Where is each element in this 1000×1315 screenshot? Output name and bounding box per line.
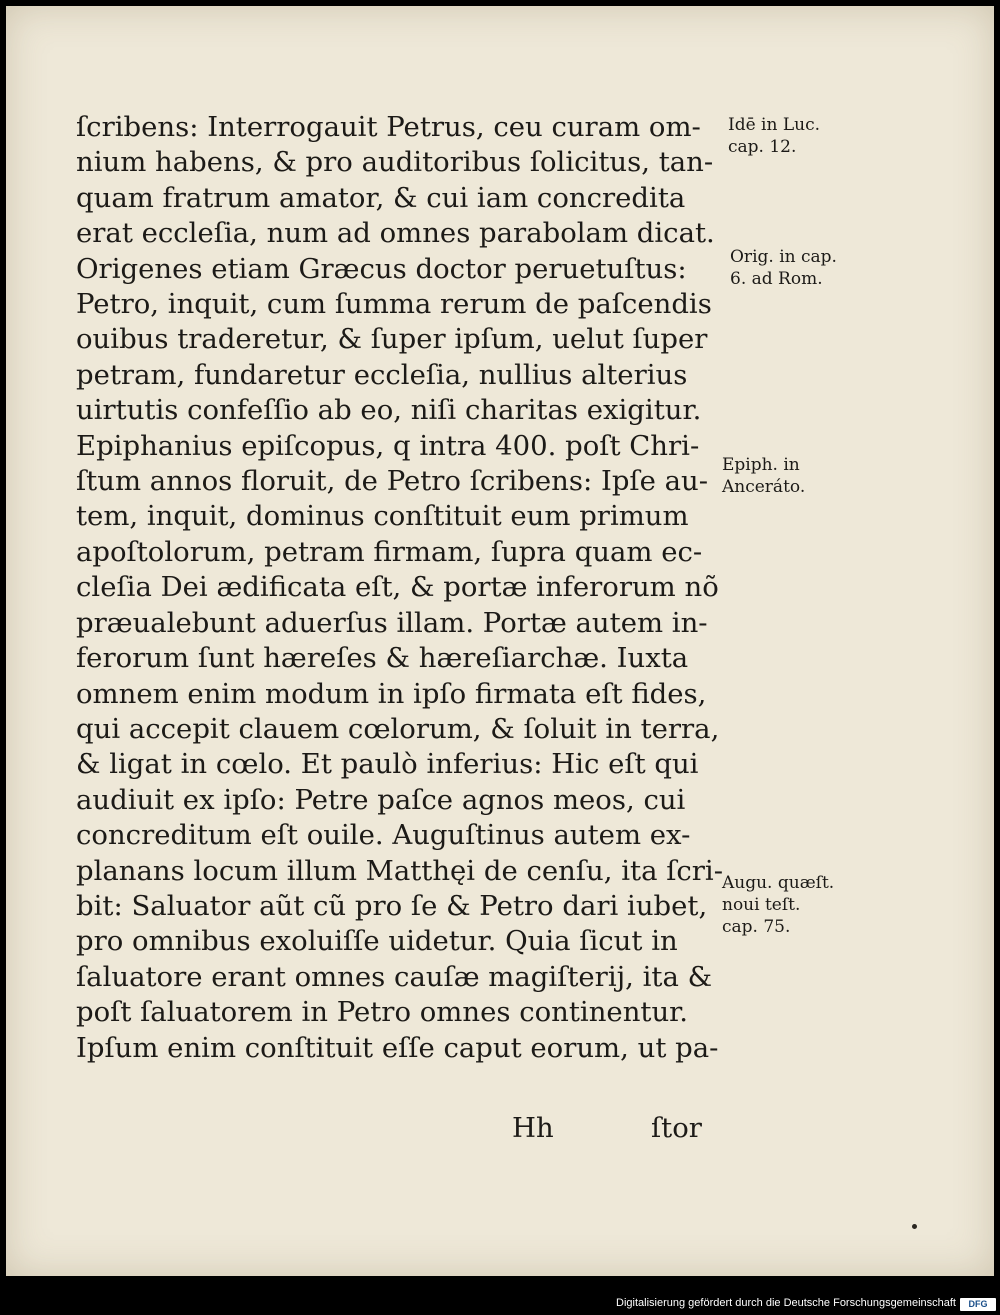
- text-line-4: erat eccleſia, num ad omnes parabolam dicat.: [76, 217, 715, 250]
- text-line-17: omnem enim modum in ipſo firmata eſt fides,: [76, 677, 707, 710]
- text-line-23: bit: Saluator aũt cũ pro ſe & Petro dari iubet,: [76, 889, 708, 922]
- text-line-20: audiuit ex ipſo: Petre paſce agnos meos, cui: [76, 783, 686, 816]
- text-line-12: tem, inquit, dominus conſtituit eum primum: [76, 500, 689, 533]
- marginal-note-line: Idē in Luc.: [728, 115, 821, 135]
- marginal-note-line: cap. 12.: [728, 137, 797, 157]
- text-line-15: præualebunt aduerſus illam. Portæ autem in-: [76, 606, 708, 639]
- marginal-note-line: 6. ad Rom.: [730, 269, 823, 289]
- catchword: ſtor: [651, 1112, 702, 1144]
- text-line-9: uirtutis confeſſio ab eo, niſi charitas exigitur.: [76, 394, 702, 427]
- marginal-note-origen: [730, 246, 837, 290]
- funding-credit: Digitalisierung gefördert durch die Deutsche Forschungsgemeinschaft: [616, 1297, 956, 1309]
- text-line-3: quam fratrum amator, & cui iam concredita: [76, 181, 686, 214]
- text-line-5: Origenes etiam Græcus doctor peruetuſtus:: [76, 252, 687, 285]
- text-line-6: Petro, inquit, cum ſumma rerum de paſcendis: [76, 288, 712, 321]
- text-line-19: & ligat in cœlo. Et paulò inferius: Hic eſt qui: [76, 748, 699, 781]
- text-line-24: pro omnibus exoluiſſe uidetur. Quia ſicut in: [76, 925, 678, 958]
- marginal-note-luke: [728, 114, 820, 158]
- text-line-2: nium habens, & pro auditoribus ſolicitus, tan-: [76, 146, 714, 179]
- marginal-note-augustine: [722, 872, 834, 938]
- marginal-note-line: noui teſt.: [722, 895, 801, 915]
- text-line-27: Ipſum enim conſtituit eſſe caput eorum, ut pa-: [76, 1031, 719, 1064]
- text-line-10: Epiphanius epiſcopus, q intra 400. poſt Chri-: [76, 429, 700, 462]
- footer-bar: [0, 1296, 1000, 1315]
- text-line-7: ouibus traderetur, & ſuper ipſum, uelut ſuper: [76, 323, 708, 356]
- text-line-21: concreditum eſt ouile. Auguſtinus autem ex-: [76, 819, 691, 852]
- marginal-note-line: cap. 75.: [722, 917, 791, 937]
- marginal-note-line: Anceráto.: [722, 477, 806, 497]
- book-page: [6, 6, 994, 1276]
- page-foot-line: [76, 1111, 736, 1147]
- dfg-logo-icon: DFG: [960, 1298, 996, 1311]
- text-line-14: cleſia Dei ædificata eſt, & portæ inferorum nõ: [76, 571, 719, 604]
- text-line-18: qui accepit clauem cœlorum, & ſoluit in terra,: [76, 712, 720, 745]
- text-line-26: poſt ſaluatorem in Petro omnes continentur.: [76, 996, 689, 1029]
- main-text-block: [76, 110, 736, 1144]
- text-line-1: ſcribens: Interrogauit Petrus, ceu curam om-: [76, 111, 701, 143]
- text-line-11: ſtum annos floruit, de Petro ſcribens: Ipſe au-: [76, 465, 709, 498]
- signature-mark: Hh: [512, 1112, 554, 1144]
- text-line-8: petram, fundaretur eccleſia, nullius alterius: [76, 358, 688, 391]
- text-line-22: planans locum illum Matthęi de cenſu, ita ſcri-: [76, 854, 724, 887]
- marginal-note-line: Orig. in cap.: [730, 247, 837, 267]
- paper-speck: [912, 1224, 917, 1229]
- text-line-16: ferorum ſunt hæreſes & hæreſiarchæ. Iuxta: [76, 642, 689, 675]
- text-line-25: ſaluatore erant omnes cauſæ magiſterij, ita &: [76, 960, 713, 993]
- text-line-13: apoſtolorum, petram firmam, ſupra quam ec-: [76, 535, 703, 568]
- marginal-note-line: Epiph. in: [722, 455, 800, 475]
- marginal-note-line: Augu. quæſt.: [722, 873, 835, 893]
- marginal-note-epiphanius: [722, 454, 805, 498]
